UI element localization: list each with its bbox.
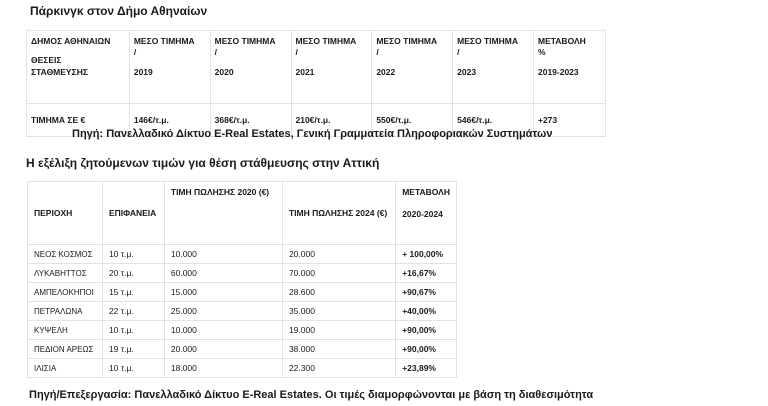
source-note-2: Πηγή/Επεξεργασία: Πανελλαδικό Δίκτυο E-Real Estates. Οι τιμές διαμορφώνονται με βάση τη διαθεσιμότητα bbox=[29, 389, 594, 401]
header-price-2024: ΤΙΜΗ ΠΩΛΗΣΗΣ 2024 (€) bbox=[282, 182, 395, 245]
cell-surface: 19 τ.μ. bbox=[102, 340, 164, 359]
cell-change: +40,00% bbox=[396, 302, 457, 321]
table-header-row bbox=[27, 31, 606, 104]
cell-change: +23,89% bbox=[396, 359, 457, 378]
cell-area: ΑΜΠΕΛΟΚΗΠΟΙ bbox=[28, 283, 103, 302]
header-cell-2022: ΜΕΣΟ ΤΙΜΗΜΑ / 2022 bbox=[372, 31, 453, 104]
cell-change: +16,67% bbox=[396, 264, 457, 283]
cell-change: +90,67% bbox=[396, 283, 457, 302]
cell-change: +90,00% bbox=[396, 321, 457, 340]
cell-surface: 10 τ.μ. bbox=[102, 321, 164, 340]
cell-price-2020: 60.000 bbox=[164, 264, 282, 283]
cell-price-2024: 22.300 bbox=[282, 359, 395, 378]
cell-surface: 10 τ.μ. bbox=[102, 359, 164, 378]
cell-area: ΠΕΤΡΑΛΩΝΑ bbox=[28, 302, 103, 321]
cell-price-2020: 25.000 bbox=[164, 302, 282, 321]
value-change: +273 bbox=[533, 104, 605, 137]
cell-price-2020: 18.000 bbox=[164, 359, 282, 378]
cell-price-2024: 38.000 bbox=[282, 340, 395, 359]
value-2021: 210€/τ.μ. bbox=[291, 104, 372, 137]
attica-prices-table bbox=[27, 181, 457, 378]
source-note-1: Πηγή: Πανελλαδικό Δίκτυο E-Real Estates, Γενική Γραμματεία Πληροφοριακών Συστημάτων bbox=[72, 128, 553, 140]
value-2019: 146€/τ.μ. bbox=[129, 104, 210, 137]
athens-parking-table bbox=[26, 30, 606, 137]
header-cell-area: ΔΗΜΟΣ ΑΘΗΝΑΙΩΝ ΘΕΣΕΙΣ ΣΤΑΘΜΕΥΣΗΣ bbox=[27, 31, 130, 104]
cell-surface: 22 τ.μ. bbox=[102, 302, 164, 321]
cell-area: ΚΥΨΕΛΗ bbox=[28, 321, 103, 340]
value-2023: 546€/τ.μ. bbox=[453, 104, 534, 137]
cell-price-2020: 10.000 bbox=[164, 245, 282, 264]
heading-athens-parking: Πάρκινγκ στον Δήμο Αθηναίων bbox=[30, 4, 208, 18]
header-cell-change: ΜΕΤΑΒΟΛΗ % 2019-2023 bbox=[533, 31, 605, 104]
header-price-2020: ΤΙΜΗ ΠΩΛΗΣΗΣ 2020 (€) bbox=[164, 182, 282, 245]
cell-area: ΛΥΚΑΒΗΤΤΟΣ bbox=[28, 264, 103, 283]
row-label: ΤΙΜΗΜΑ ΣΕ € bbox=[27, 104, 130, 137]
cell-price-2024: 35.000 bbox=[282, 302, 395, 321]
cell-price-2020: 20.000 bbox=[164, 340, 282, 359]
table-row bbox=[28, 321, 457, 340]
header-surface: ΕΠΙΦΑΝΕΙΑ bbox=[102, 182, 164, 245]
cell-area: ΠΕΔΙΟΝ ΑΡΕΩΣ bbox=[28, 340, 103, 359]
table-row bbox=[28, 302, 457, 321]
table-row bbox=[28, 283, 457, 302]
cell-price-2020: 10.000 bbox=[164, 321, 282, 340]
header-cell-2019: ΜΕΣΟ ΤΙΜΗΜΑ / 2019 bbox=[129, 31, 210, 104]
table-row bbox=[28, 245, 457, 264]
cell-surface: 10 τ.μ. bbox=[102, 245, 164, 264]
table-header-row bbox=[28, 182, 457, 245]
value-2020: 368€/τ.μ. bbox=[210, 104, 291, 137]
cell-price-2024: 28.600 bbox=[282, 283, 395, 302]
cell-price-2024: 20.000 bbox=[282, 245, 395, 264]
header-cell-2020: ΜΕΣΟ ΤΙΜΗΜΑ / 2020 bbox=[210, 31, 291, 104]
table-row bbox=[28, 264, 457, 283]
cell-area: ΝΕΟΣ ΚΟΣΜΟΣ bbox=[28, 245, 103, 264]
cell-change: + 100,00% bbox=[396, 245, 457, 264]
cell-price-2024: 70.000 bbox=[282, 264, 395, 283]
table-row bbox=[28, 340, 457, 359]
table-row bbox=[28, 359, 457, 378]
header-area: ΠΕΡΙΟΧΗ bbox=[28, 182, 103, 245]
cell-price-2024: 19.000 bbox=[282, 321, 395, 340]
header-change: ΜΕΤΑΒΟΛΗ 2020-2024 bbox=[396, 182, 457, 245]
cell-price-2020: 15.000 bbox=[164, 283, 282, 302]
value-2022: 550€/τ.μ. bbox=[372, 104, 453, 137]
cell-change: +90,00% bbox=[396, 340, 457, 359]
cell-surface: 15 τ.μ. bbox=[102, 283, 164, 302]
heading-attica-prices: Η εξέλιξη ζητούμενων τιμών για θέση στάθμευσης στην Αττική bbox=[26, 156, 380, 170]
header-cell-2021: ΜΕΣΟ ΤΙΜΗΜΑ / 2021 bbox=[291, 31, 372, 104]
cell-surface: 20 τ.μ. bbox=[102, 264, 164, 283]
header-cell-2023: ΜΕΣΟ ΤΙΜΗΜΑ / 2023 bbox=[453, 31, 534, 104]
cell-area: ΙΛΙΣΙΑ bbox=[28, 359, 103, 378]
